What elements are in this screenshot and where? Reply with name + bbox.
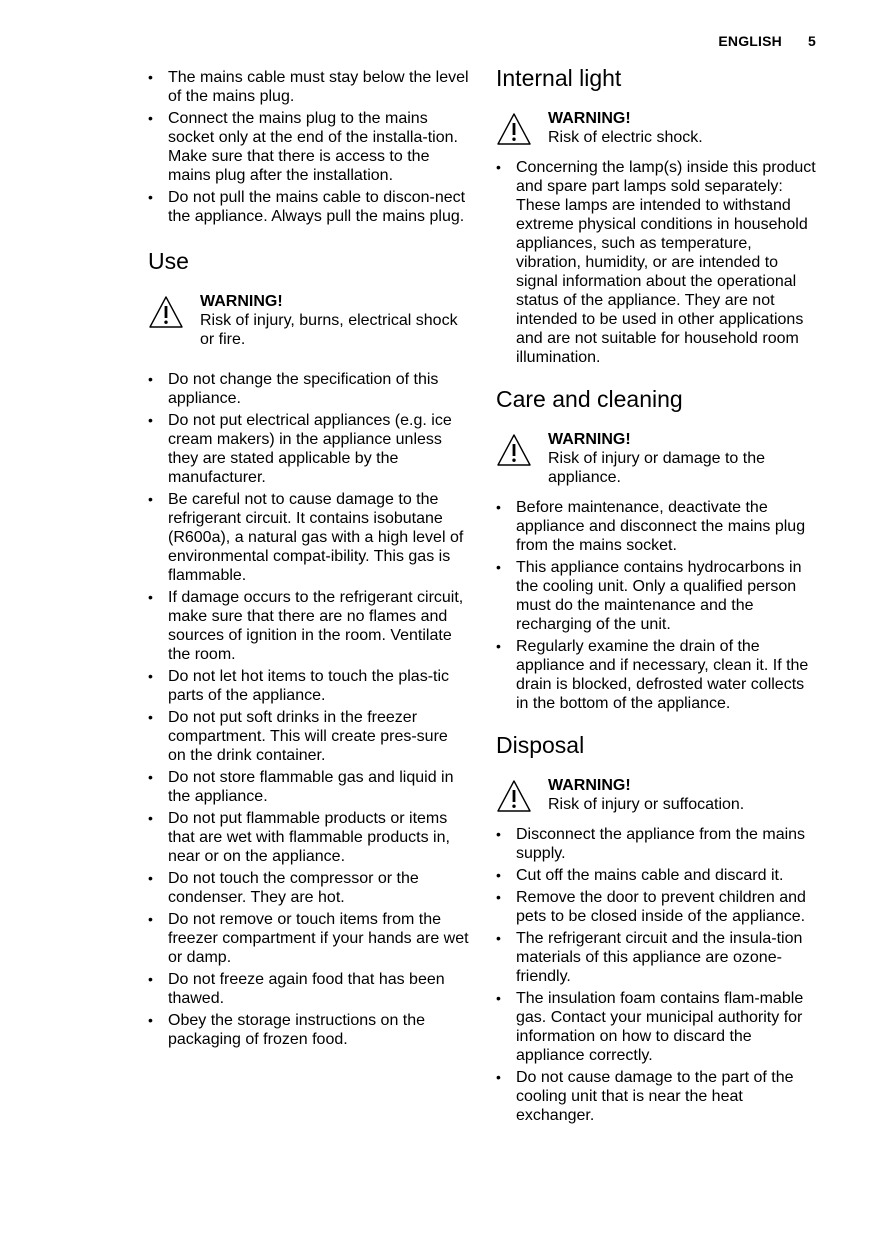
warning-triangle-icon	[496, 779, 532, 813]
warning-description: Risk of injury or damage to the appliance.	[548, 450, 765, 486]
list-item: • Do not remove or touch items from the freezer compartment if your hands are wet or damp.	[148, 910, 470, 967]
language-label: ENGLISH	[718, 33, 782, 49]
disposal-bullet-list	[496, 825, 821, 1125]
list-item: • Do not change the specification of this appliance.	[148, 370, 470, 408]
list-item: • Do not store flammable gas and liquid in the appliance.	[148, 768, 470, 806]
warning-text	[548, 109, 703, 147]
warning-block-use	[148, 292, 470, 349]
list-item: • Do not touch the compressor or the condenser. They are hot.	[148, 869, 470, 907]
warning-title: WARNING!	[548, 110, 631, 127]
list-item: • Obey the storage instructions on the packaging of frozen food.	[148, 1011, 470, 1049]
warning-triangle-icon	[148, 295, 184, 329]
warning-triangle-icon	[496, 433, 532, 467]
warning-triangle-icon	[496, 112, 532, 146]
section-title-internal-light: Internal light	[496, 65, 622, 91]
warning-title: WARNING!	[548, 431, 631, 448]
list-item: • Do not freeze again food that has been thawed.	[148, 970, 470, 1008]
list-item: • The mains cable must stay below the level of the mains plug.	[148, 68, 470, 106]
list-item: • Be careful not to cause damage to the refrigerant circuit. It contains isobutane (R600a), a natural gas with a high level of environmental compat-ibility. This gas is flammable.	[148, 490, 470, 585]
list-item: • Do not put electrical appliances (e.g. ice cream makers) in the appliance unless they are stated applicable by the manufacturer.	[148, 411, 470, 487]
warning-description: Risk of electric shock.	[548, 129, 703, 146]
warning-title: WARNING!	[200, 293, 283, 310]
list-item: • If damage occurs to the refrigerant circuit, make sure that there are no flames and sources of ignition in the room. Ventilate the room.	[148, 588, 470, 664]
list-item: • Regularly examine the drain of the appliance and if necessary, clean it. If the drain is blocked, defrosted water collects in the bottom of the appliance.	[496, 637, 821, 713]
list-item: • Before maintenance, deactivate the appliance and disconnect the mains plug from the mains socket.	[496, 498, 821, 555]
list-item: • Remove the door to prevent children and pets to be closed inside of the appliance.	[496, 888, 821, 926]
list-item: • The refrigerant circuit and the insula-tion materials of this appliance are ozone-friendly.	[496, 929, 821, 986]
use-bullet-list	[148, 370, 470, 1049]
warning-title: WARNING!	[548, 777, 631, 794]
section-title-use: Use	[148, 248, 189, 274]
warning-block-internal-light	[496, 109, 821, 147]
warning-description: Risk of injury, burns, electrical shock or fire.	[200, 312, 458, 348]
warning-text	[200, 292, 470, 349]
warning-block-disposal	[496, 776, 821, 814]
right-column	[496, 62, 821, 1128]
left-column	[148, 62, 470, 1052]
warning-block-care-cleaning	[496, 430, 821, 487]
care-cleaning-bullet-list	[496, 498, 821, 713]
list-item: • Do not put soft drinks in the freezer compartment. This will create pres-sure on the drink container.	[148, 708, 470, 765]
section-title-disposal: Disposal	[496, 732, 585, 758]
list-item: • The insulation foam contains flam-mable gas. Contact your municipal authority for information on how to discard the appliance correctly.	[496, 989, 821, 1065]
internal-light-bullet-list	[496, 158, 821, 367]
list-item: • This appliance contains hydrocarbons in the cooling unit. Only a qualified person must do the maintenance and the recharging of the unit.	[496, 558, 821, 634]
warning-text	[548, 776, 744, 814]
list-item: • Cut off the mains cable and discard it.	[496, 866, 821, 885]
intro-bullet-list	[148, 68, 470, 226]
page-number: 5	[808, 33, 816, 49]
list-item: • Concerning the lamp(s) inside this product and spare part lamps sold separately: These lamps are intended to withstand extreme physical conditions in household appliances, such as temperature, vibration, humidity, or are intended to signal information about the operational status of the appliance. They are not intended to be used in other applications and are not suitable for household room illumination.	[496, 158, 821, 367]
list-item: • Do not let hot items to touch the plas-tic parts of the appliance.	[148, 667, 470, 705]
page-header	[718, 33, 816, 49]
warning-text	[548, 430, 821, 487]
list-item: • Disconnect the appliance from the mains supply.	[496, 825, 821, 863]
list-item: • Do not pull the mains cable to discon-nect the appliance. Always pull the mains plug.	[148, 188, 470, 226]
list-item: • Connect the mains plug to the mains socket only at the end of the installa-tion. Make sure that there is access to the mains plug after the installation.	[148, 109, 470, 185]
list-item: • Do not put flammable products or items that are wet with flammable products in, near or on the appliance.	[148, 809, 470, 866]
warning-description: Risk of injury or suffocation.	[548, 796, 745, 813]
list-item: • Do not cause damage to the part of the cooling unit that is near the heat exchanger.	[496, 1068, 821, 1125]
section-title-care-cleaning: Care and cleaning	[496, 386, 683, 412]
